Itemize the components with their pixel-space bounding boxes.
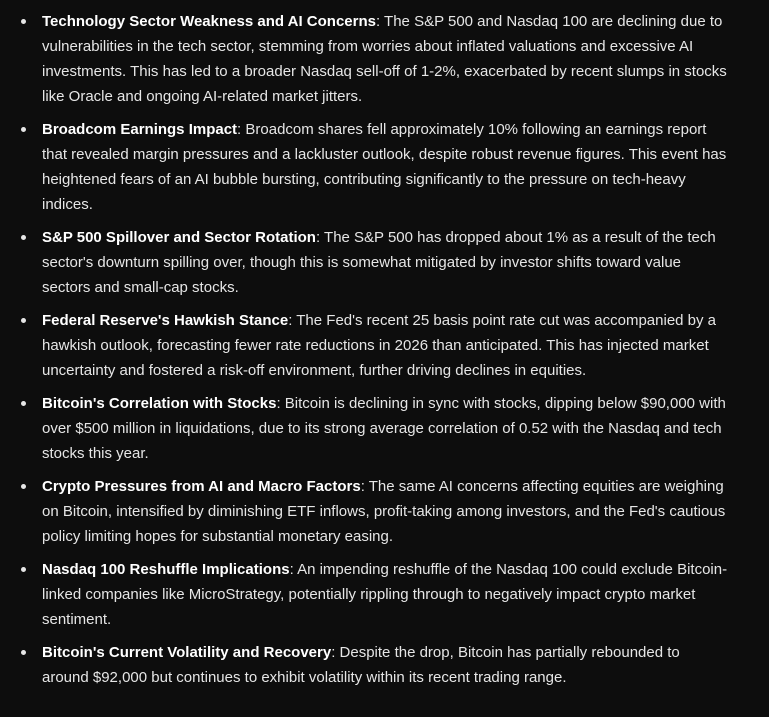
item-text: : The S&P 500 and Nasdaq 100 are declining due to vulnerabilities in the tech sector, stemming from worries about inflated valuations and excessive AI investments. This has led to a broader Nasdaq sell-off of 1-2%, exacerbated by recent slumps in stocks like Oracle and ongoing AI-related market jitters. [42, 13, 727, 105]
item-title: S&P 500 Spillover and Sector Rotation [42, 229, 316, 246]
list-item [0, 225, 769, 300]
bullet-dot-icon [21, 19, 26, 24]
bullet-dot-icon [21, 127, 26, 132]
item-text: : Bitcoin is declining in sync with stocks, dipping below $90,000 with over $500 million in liquidations, due to its strong average correlation of 0.52 with the Nasdaq and tech stocks this year. [42, 395, 726, 462]
item-text: : Broadcom shares fell approximately 10% following an earnings report that revealed margin pressures and a lackluster outlook, despite robust revenue figures. This event has heightened fears of an AI bubble bursting, contributing significantly to the pressure on tech-heavy indices. [42, 121, 727, 213]
bullet-dot-icon [21, 650, 26, 655]
item-title: Technology Sector Weakness and AI Concerns [42, 13, 376, 30]
list-item [0, 557, 769, 632]
item-title: Bitcoin's Correlation with Stocks [42, 395, 277, 412]
bullet-dot-icon [21, 235, 26, 240]
bullet-dot-icon [21, 484, 26, 489]
item-title: Bitcoin's Current Volatility and Recovery [42, 644, 332, 661]
list-item [0, 308, 769, 383]
list-item [0, 474, 769, 549]
list-item [0, 117, 769, 217]
list-item [0, 9, 769, 109]
bullet-dot-icon [21, 318, 26, 323]
list-item [0, 640, 769, 690]
item-title: Federal Reserve's Hawkish Stance [42, 312, 289, 329]
bullet-dot-icon [21, 401, 26, 406]
item-text: : The same AI concerns affecting equities are weighing on Bitcoin, intensified by diminishing ETF inflows, profit-taking among investors, and the Fed's cautious policy limiting hopes for substantial monetary easing. [42, 478, 726, 545]
item-title: Crypto Pressures from AI and Macro Factors [42, 478, 361, 495]
item-text: : The S&P 500 has dropped about 1% as a result of the tech sector's downturn spilling over, though this is somewhat mitigated by investor shifts toward value sectors and small-cap stocks. [42, 229, 716, 296]
item-title: Broadcom Earnings Impact [42, 121, 238, 138]
item-text: : Despite the drop, Bitcoin has partially rebounded to around $92,000 but continues to exhibit volatility within its recent trading range. [42, 644, 680, 686]
item-text: : The Fed's recent 25 basis point rate cut was accompanied by a hawkish outlook, forecasting fewer rate reductions in 2026 than anticipated. This has injected market uncertainty and fostered a risk-off environment, further driving declines in equities. [42, 312, 717, 379]
list-item [0, 391, 769, 466]
item-text: : An impending reshuffle of the Nasdaq 100 could exclude Bitcoin-linked companies like MicroStrategy, potentially rippling through to negatively impact crypto market sentiment. [42, 561, 728, 628]
item-title: Nasdaq 100 Reshuffle Implications [42, 561, 290, 578]
bullet-dot-icon [21, 567, 26, 572]
